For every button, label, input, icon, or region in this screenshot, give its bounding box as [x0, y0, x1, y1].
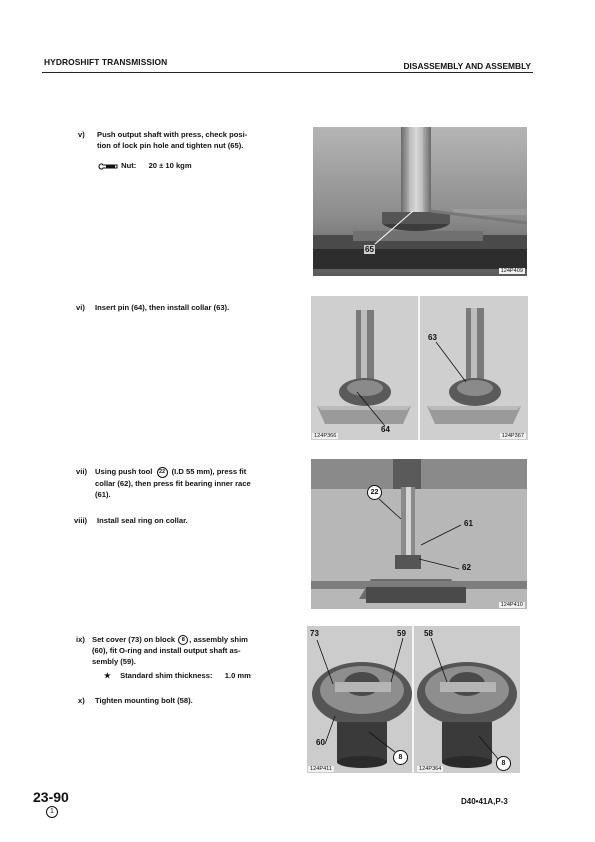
revision-badge: 1	[46, 806, 58, 818]
step-vii-line3: (61).	[95, 489, 111, 499]
step-ix-line1	[92, 634, 292, 645]
label-59: 59	[397, 629, 406, 638]
step-ix-number: ix)	[76, 635, 85, 644]
torque-spec	[97, 161, 192, 171]
step-ix-line2: (60), fit O-ring and install output shaft as-	[92, 646, 241, 655]
torque-spec-value: 20 ± 10 kgm	[148, 161, 192, 170]
label-65: 65	[365, 245, 374, 254]
step-v-line2: tion of lock pin hole and tighten nut (65).	[97, 141, 244, 150]
tool-number-badge: 22	[157, 467, 168, 478]
page-number: 23-90	[33, 789, 69, 805]
tool-22-badge: 22	[367, 485, 382, 500]
chapter-title: DISASSEMBLY AND ASSEMBLY	[403, 61, 531, 71]
photo-caption-right: 124P367	[501, 433, 524, 439]
section-title: HYDROSHIFT TRANSMISSION	[44, 57, 168, 67]
shim-note-label: Standard shim thickness:	[120, 671, 213, 680]
photo-output-shaft-press	[313, 127, 527, 276]
photo-insert-pin	[311, 296, 528, 440]
step-vii-line1a: Using push tool	[95, 467, 153, 476]
step-viii-number: viii)	[74, 516, 88, 525]
label-62: 62	[462, 563, 471, 572]
photo-caption: 124P410	[500, 602, 523, 608]
photo-push-tool	[311, 459, 527, 609]
step-vii-number: vii)	[76, 467, 87, 476]
label-58: 58	[424, 629, 433, 638]
step-x-line1: Tighten mounting bolt (58).	[95, 696, 193, 705]
model-code: D40•41A,P-3	[461, 797, 508, 806]
step-viii-line1: Install seal ring on collar.	[97, 516, 188, 525]
step-v	[78, 129, 85, 140]
step-vi-number: vi)	[76, 303, 85, 312]
torque-wrench-icon	[97, 162, 119, 171]
block-number-badge: 8	[178, 635, 188, 645]
step-ix-text	[92, 634, 292, 667]
label-61: 61	[464, 519, 473, 528]
step-vii-line1	[95, 466, 295, 478]
step-ix-line1a: Set cover (73) on block	[92, 635, 176, 644]
label-63: 63	[428, 333, 437, 342]
step-x-number: x)	[78, 696, 85, 705]
label-64: 64	[381, 425, 390, 434]
header-rule	[42, 72, 533, 73]
step-vi-line1: Insert pin (64), then install collar (63).	[95, 303, 230, 312]
photo-set-cover	[307, 626, 520, 773]
shim-note-value: 1.0 mm	[224, 671, 251, 680]
block-8-badge-right: 8	[496, 756, 511, 771]
step-ix-line3: sembly (59).	[92, 657, 136, 666]
label-73: 73	[310, 629, 319, 638]
step-vii-text	[95, 466, 295, 500]
step-vii-line2: collar (62), then press fit bearing inner race	[95, 478, 251, 488]
torque-spec-label: Nut:	[121, 161, 137, 170]
step-ix-line1b: , assembly shim	[189, 635, 248, 644]
step-vii-line1b: (I.D 55 mm), press fit	[171, 467, 247, 476]
step-v-line1: Push output shaft with press, check posi-	[97, 130, 248, 139]
note-star: ★	[104, 671, 111, 680]
block-8-badge-left: 8	[393, 750, 408, 765]
step-v-text	[97, 129, 287, 151]
label-60: 60	[316, 738, 325, 747]
photo-caption-left: 124P366	[314, 433, 337, 439]
photo-caption-right: 124P364	[419, 766, 442, 772]
photo-caption: 124P409	[500, 268, 523, 274]
photo-caption-left: 124P411	[310, 766, 332, 772]
step-v-number: v)	[78, 130, 85, 139]
shim-note	[104, 671, 251, 680]
